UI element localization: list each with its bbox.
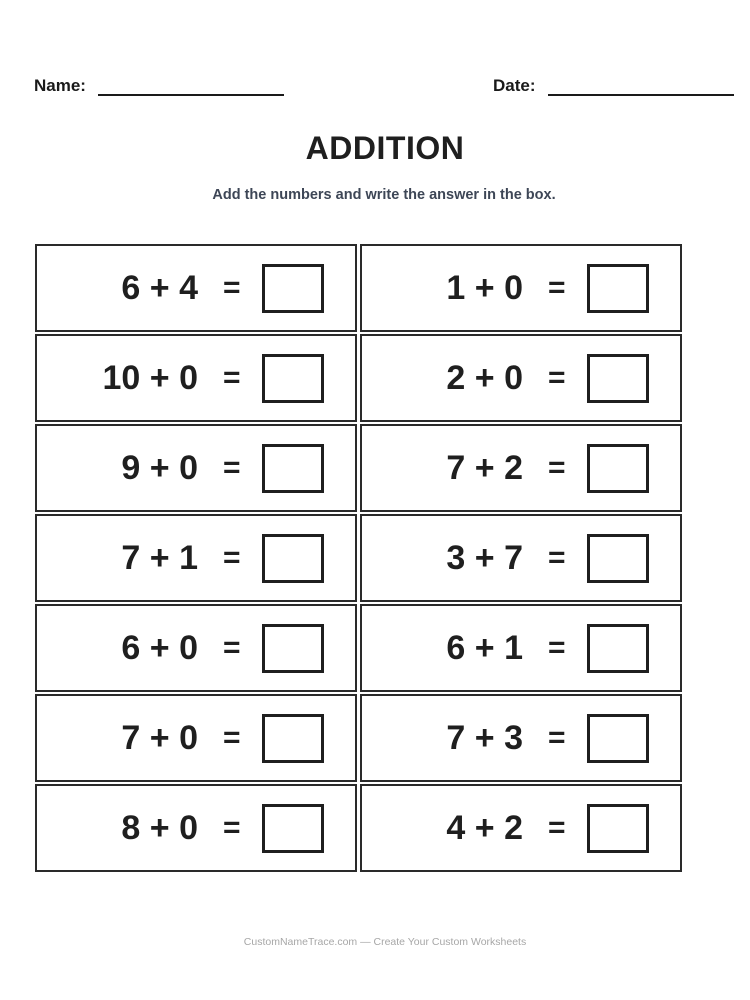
- answer-box[interactable]: [587, 624, 649, 673]
- problem-grid: [35, 244, 683, 872]
- problem-expression: 6 + 1: [446, 629, 523, 667]
- problem-cell: [360, 514, 682, 602]
- problem-cell: [360, 604, 682, 692]
- answer-box[interactable]: [587, 714, 649, 763]
- equals-sign: =: [223, 631, 241, 664]
- equals-sign: =: [548, 811, 566, 844]
- problem-cell: [35, 604, 357, 692]
- answer-box[interactable]: [262, 354, 324, 403]
- answer-box[interactable]: [262, 624, 324, 673]
- equals-sign: =: [223, 271, 241, 304]
- problem-cell: [35, 424, 357, 512]
- answer-box[interactable]: [587, 804, 649, 853]
- equals-sign: =: [223, 721, 241, 754]
- problem-expression: 7 + 2: [446, 449, 523, 487]
- equals-sign: =: [548, 631, 566, 664]
- answer-box[interactable]: [262, 444, 324, 493]
- answer-box[interactable]: [587, 534, 649, 583]
- answer-box[interactable]: [587, 444, 649, 493]
- problem-cell: [360, 334, 682, 422]
- problem-expression: 7 + 1: [121, 539, 198, 577]
- problem-cell: [360, 694, 682, 782]
- name-label: Name:: [34, 76, 86, 95]
- problem-expression: 9 + 0: [121, 449, 198, 487]
- worksheet-title: ADDITION: [305, 130, 465, 166]
- problem-expression: 3 + 7: [446, 539, 523, 577]
- problem-cell: [360, 784, 682, 872]
- date-field: [493, 76, 734, 96]
- answer-box[interactable]: [262, 534, 324, 583]
- problem-expression: 2 + 0: [446, 359, 523, 397]
- equals-sign: =: [223, 541, 241, 574]
- name-field: [34, 76, 284, 96]
- problem-cell: [360, 244, 682, 332]
- problem-cell: [35, 244, 357, 332]
- footer-credit: CustomNameTrace.com — Create Your Custom Worksheets: [243, 936, 527, 948]
- answer-box[interactable]: [587, 354, 649, 403]
- date-label: Date:: [493, 76, 536, 95]
- problem-expression: 10 + 0: [102, 359, 198, 397]
- answer-box[interactable]: [262, 714, 324, 763]
- equals-sign: =: [223, 811, 241, 844]
- problem-cell: [35, 514, 357, 602]
- problem-expression: 6 + 4: [121, 269, 198, 307]
- answer-box[interactable]: [262, 804, 324, 853]
- worksheet-instructions: Add the numbers and write the answer in the box.: [212, 187, 556, 203]
- date-write-line[interactable]: [548, 80, 734, 96]
- problem-cell: [35, 784, 357, 872]
- equals-sign: =: [548, 721, 566, 754]
- problem-cell: [35, 694, 357, 782]
- problem-expression: 7 + 0: [121, 719, 198, 757]
- problem-cell: [360, 424, 682, 512]
- equals-sign: =: [548, 361, 566, 394]
- problem-expression: 8 + 0: [121, 809, 198, 847]
- equals-sign: =: [223, 361, 241, 394]
- answer-box[interactable]: [262, 264, 324, 313]
- name-write-line[interactable]: [98, 80, 284, 96]
- problem-cell: [35, 334, 357, 422]
- equals-sign: =: [548, 271, 566, 304]
- problem-expression: 7 + 3: [446, 719, 523, 757]
- problem-expression: 6 + 0: [121, 629, 198, 667]
- equals-sign: =: [548, 451, 566, 484]
- answer-box[interactable]: [587, 264, 649, 313]
- problem-expression: 4 + 2: [446, 809, 523, 847]
- equals-sign: =: [548, 541, 566, 574]
- equals-sign: =: [223, 451, 241, 484]
- problem-expression: 1 + 0: [446, 269, 523, 307]
